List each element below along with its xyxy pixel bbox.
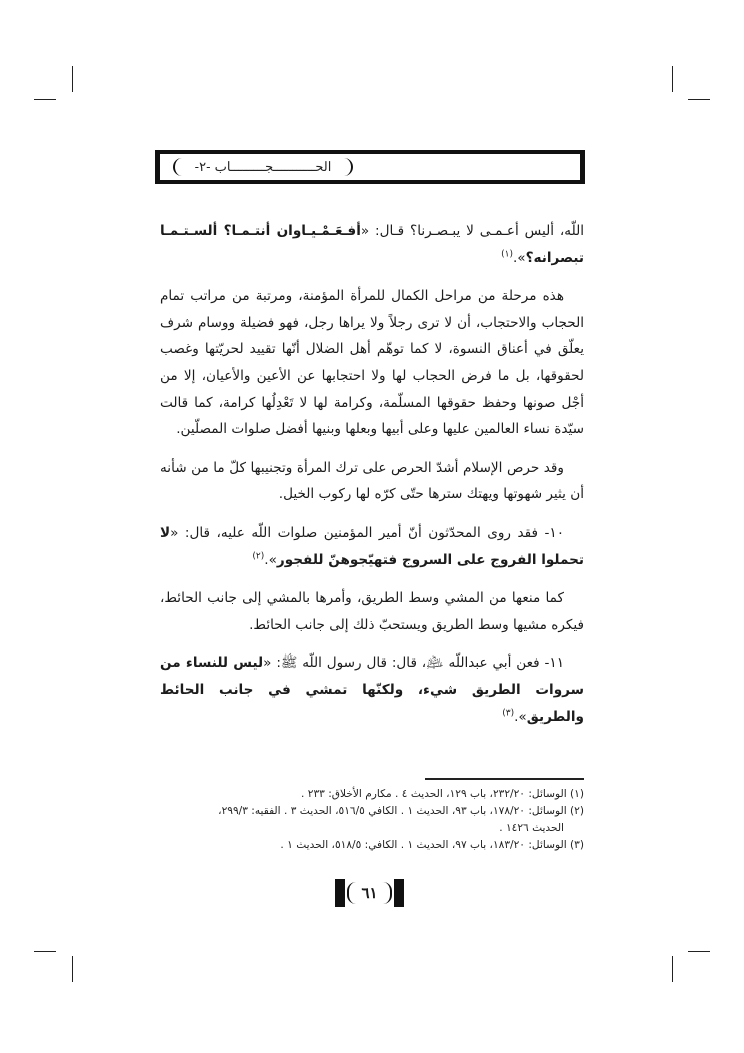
footnote-2: (٢) الوسائل: ١٧٨/٢٠، باب ٩٣، الحديث ١ . الكافي ٥١٦/٥، الحديث ٣ . الفقيه: ٢٩٩/٣، xyxy=(218,805,584,817)
header-rule-top xyxy=(155,150,585,154)
running-title: الحـــــــــــجـــــــــاب -٢- xyxy=(173,158,353,176)
footnote-separator xyxy=(425,778,584,780)
header-bracket-left xyxy=(155,150,160,184)
crop-mark xyxy=(34,951,56,952)
crop-mark xyxy=(72,956,73,982)
footnote-ref: (٣) xyxy=(502,707,515,718)
crop-mark xyxy=(72,66,73,92)
crop-mark xyxy=(688,951,710,952)
footnote-2-continued: الحديث ١٤٢٦ . xyxy=(499,822,564,834)
header-rule-bottom xyxy=(155,180,585,184)
paragraph-5: كما منعها من المشي وسط الطريق، وأمرها بالمشي إلى جانب الحائط، فيكره مشيها وسط الطريق ويستحبّ ذلك إلى جانب الحائط. xyxy=(160,590,584,633)
paragraph-1: اللّه، أليس أعـمـى لا يبـصـرنا؟ قـال: «أفـعَـمْـيـاوان أنتـمـا؟ ألسـتـمـا تبصرانه؟».$^{(١)}$ xyxy=(160,223,584,266)
page-number-bracket-left xyxy=(335,879,345,907)
footnotes xyxy=(160,786,584,854)
crop-mark xyxy=(34,99,56,100)
paragraph-3: وقد حرص الإسلام أشدّ الحرص على ترك المرأة وتجنيبها كلّ ما من شأنه أن يثير شهوتها ويهتك سترها حتّى كرّه لها ركوب الخيل. xyxy=(160,459,584,503)
footnote-ref: (١) xyxy=(501,249,513,260)
crop-mark xyxy=(672,956,673,982)
crop-mark xyxy=(688,99,710,100)
paragraph-6: ١١- فعن أبي عبداللّه ﵇، قال: قال رسول اللّه ﷺ: «ليس للنساء من سروات الطريق شيء، ولكنّها تمشي في جانب الحائط والطريق».$^{(٣)}$ xyxy=(160,655,584,725)
crop-mark xyxy=(672,66,673,92)
hadith-quote: لا تحملوا الفروج على السروج فتهيّجوهنّ للفجور xyxy=(160,524,584,568)
header-bracket-right xyxy=(580,150,585,184)
footnote-1: (١) الوسائل: ٢٣٢/٢٠، باب ١٢٩، الحديث ٤ . مكارم الأخلاق: ٢٣٣ . xyxy=(301,788,584,800)
hadith-quote: ليس للنساء من سروات الطريق شيء، ولكنّها تمشي في جانب الحائط والطريق xyxy=(160,655,584,725)
page-number-box xyxy=(335,879,404,907)
footnote-ref: (٢) xyxy=(252,551,265,561)
paragraph-2: هذه مرحلة من مراحل الكمال للمرأة المؤمنة، ومرتبة من مراتب تمام الحجاب والاحتجاب، أن لا ترى رجلاً ولا يراها رجل، فهو فضيلة ووسام شرف يعلّق في أعناق النسوة، لا كما توهّم أهل الضلال أنّها تقييد لحريّتها وغصب لحقوقها، بل ما فرض الحجاب لها ولا احتجابها عن الأعين والأعيان، إلا من أجْل صونها وحفظ حقوقها المسلّمة، وكرامة لها لا تَعْدِلُها كرامة، كما قالت سيّدة نساء العالمين عليها وعلى أبيها وبعلها وبنيها أفضل صلوات المصلّين. xyxy=(160,288,584,438)
page-number: ٦١ xyxy=(347,882,392,904)
running-header xyxy=(155,150,585,184)
footnote-3: (٣) الوسائل: ١٨٣/٢٠، باب ٩٧، الحديث ١ . الكافي: ٥١٨/٥، الحديث ١ . xyxy=(280,839,584,851)
body-text xyxy=(160,218,584,742)
page-number-bracket-right xyxy=(394,879,404,907)
hadith-quote: أفـعَـمْـيـاوان أنتـمـا؟ ألسـتـمـا تبصرانه؟ xyxy=(160,223,584,266)
paragraph-4: ١٠- فقد روى المحدّثون أنّ أمير المؤمنين صلوات اللّه عليه، قال: «لا تحملوا الفروج على السروج فتهيّجوهنّ للفجور».$^{(٢)}$ xyxy=(160,524,584,568)
